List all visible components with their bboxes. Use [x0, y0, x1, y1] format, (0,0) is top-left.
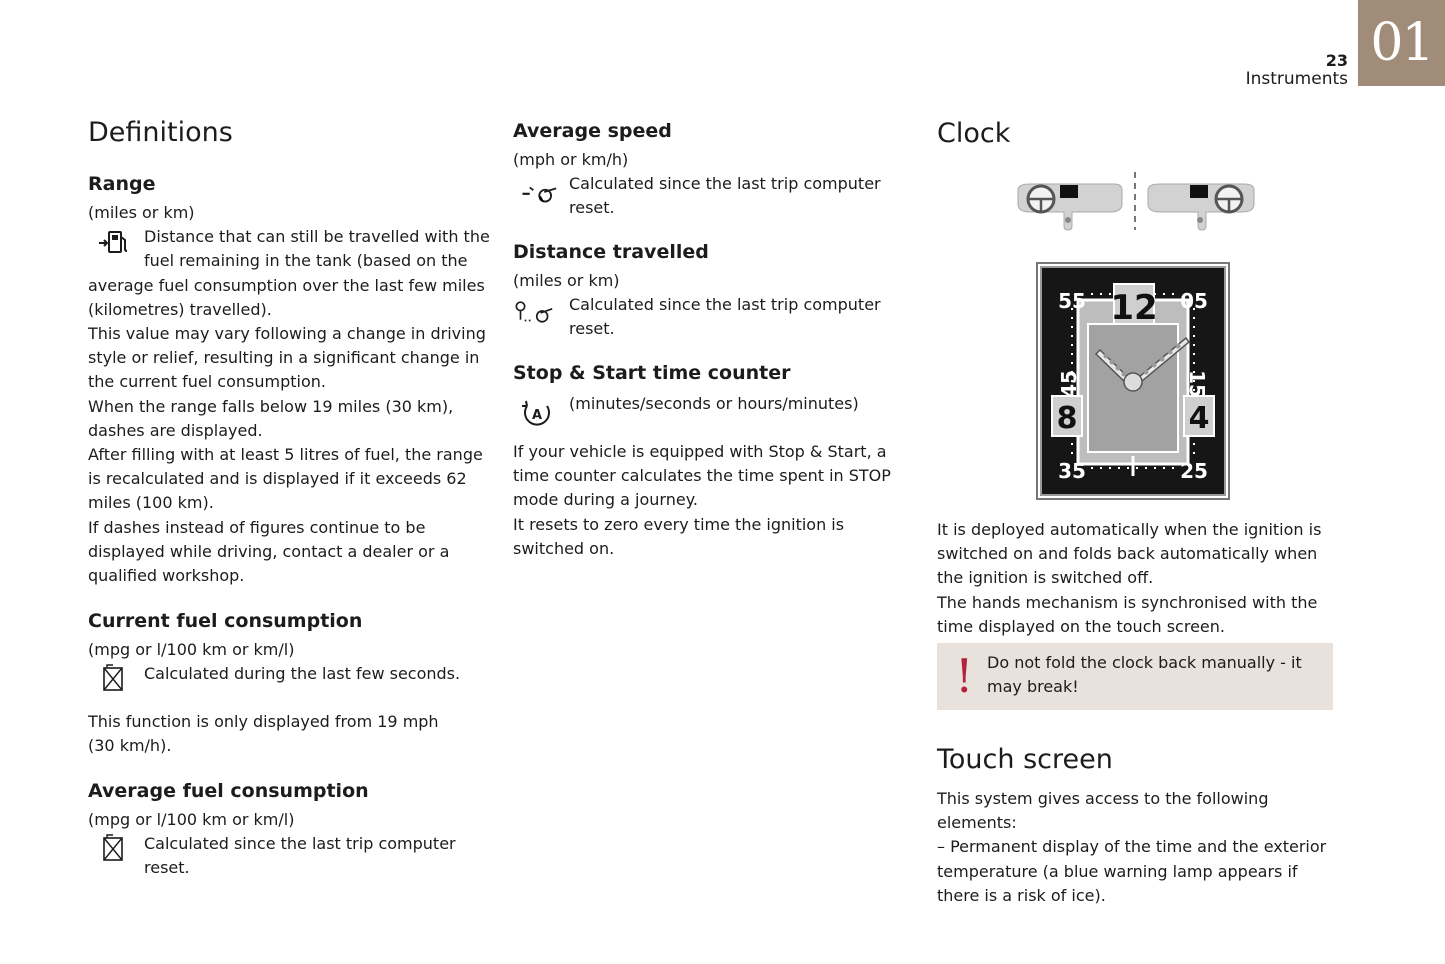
- stopstart-line: mode during a journey.: [513, 490, 698, 510]
- range-line: style or relief, resulting in a significant change in: [88, 348, 480, 368]
- chapter-tab: 01: [1358, 0, 1445, 86]
- touch-line: – Permanent display of the time and the exterior: [937, 837, 1327, 857]
- clock-label-12: 12: [1110, 288, 1158, 328]
- current-note: (30 km/h).: [88, 736, 172, 756]
- fuel-can-icon: [94, 832, 134, 868]
- clock-label-15: 15: [1185, 370, 1209, 398]
- warning-exclamation-icon: !: [955, 649, 974, 703]
- lhd-dashboard: [1018, 184, 1122, 230]
- svg-text:A: A: [531, 408, 543, 423]
- range-line: the current fuel consumption.: [88, 372, 326, 392]
- avg-speed-units: (mph or km/h): [513, 150, 629, 169]
- current-consumption-section: [88, 608, 493, 759]
- average-units: (mpg or l/100 km or km/l): [88, 810, 295, 829]
- touch-screen-description: [937, 787, 1337, 908]
- range-line: If dashes instead of figures continue to be: [88, 517, 426, 537]
- range-line: (kilometres) travelled).: [88, 299, 272, 319]
- fuel-range-icon: [94, 225, 134, 261]
- definitions-title: Definitions: [88, 117, 233, 148]
- warning-text: [987, 651, 1307, 699]
- clock-line: The hands mechanism is synchronised with the: [937, 592, 1318, 612]
- clock-title: Clock: [937, 118, 1011, 149]
- warning-line: Do not fold the clock back manually - it: [987, 653, 1302, 672]
- rhd-dashboard: [1148, 184, 1254, 230]
- distance-travelled-icon: [513, 295, 553, 331]
- warning-box: [937, 643, 1333, 710]
- analog-clock: [1036, 262, 1230, 500]
- range-line: After filling with at least 5 litres of fuel, the range: [88, 445, 483, 465]
- avg-speed-text-b: reset.: [569, 198, 615, 218]
- touch-line: elements:: [937, 813, 1017, 833]
- touch-line: This system gives access to the following: [937, 789, 1269, 808]
- stopstart-icon-text: (minutes/seconds or hours/minutes): [569, 394, 859, 413]
- stop-start-icon: [517, 396, 557, 432]
- range-icon-text-a: Distance that can still be travelled with the: [144, 227, 490, 247]
- range-line: dashes are displayed.: [88, 420, 263, 440]
- stop-start-section: [513, 360, 893, 561]
- distance-text-b: reset.: [569, 319, 615, 339]
- clock-label-8: 8: [1056, 401, 1078, 436]
- range-line: qualified workshop.: [88, 566, 245, 586]
- range-line: average fuel consumption over the last few miles: [88, 275, 485, 295]
- stopstart-line: switched on.: [513, 538, 615, 558]
- clock-label-05: 05: [1180, 289, 1208, 313]
- range-units: (miles or km): [88, 203, 195, 222]
- stopstart-heading: Stop & Start time counter: [513, 362, 791, 384]
- range-heading: Range: [88, 173, 156, 195]
- avg-speed-text-a: Calculated since the last trip computer: [569, 174, 881, 194]
- clock-label-45: 45: [1057, 370, 1081, 398]
- range-icon-text-b: fuel remaining in the tank (based on the: [144, 251, 468, 271]
- clock-line: the ignition is switched off.: [937, 568, 1154, 588]
- range-line: is recalculated and is displayed if it exceeds 62: [88, 469, 467, 489]
- page-number: 23: [1325, 51, 1348, 70]
- stopstart-line: If your vehicle is equipped with Stop & Start, a: [513, 442, 887, 461]
- clock-label-55: 55: [1058, 289, 1086, 313]
- distance-units: (miles or km): [513, 271, 620, 290]
- clock-line: switched on and folds back automatically when: [937, 544, 1318, 564]
- range-section: [88, 171, 493, 588]
- fuel-can-icon: [94, 662, 134, 698]
- section-name: Instruments: [1245, 69, 1348, 89]
- clock-label-35: 35: [1058, 459, 1086, 483]
- clock-line: time displayed on the touch screen.: [937, 616, 1225, 636]
- current-icon-row: [88, 662, 493, 710]
- distance-text-a: Calculated since the last trip computer: [569, 295, 881, 315]
- average-icon-text-a: Calculated since the last trip computer: [144, 834, 456, 854]
- average-speed-icon: [517, 174, 557, 210]
- current-icon-text: Calculated during the last few seconds.: [144, 664, 461, 684]
- touch-line: temperature (a blue warning lamp appears if: [937, 861, 1298, 881]
- stopstart-line: It resets to zero every time the ignition is: [513, 514, 845, 534]
- stopstart-icon-row: [513, 392, 893, 440]
- distance-heading: Distance travelled: [513, 241, 709, 263]
- average-icon-row: [88, 832, 493, 880]
- distance-icon-row: [513, 293, 893, 341]
- average-speed-section: [513, 118, 893, 221]
- touch-line: there is a risk of ice).: [937, 885, 1106, 905]
- stopstart-line: time counter calculates the time spent in STOP: [513, 466, 891, 486]
- clock-label-4: 4: [1188, 401, 1210, 436]
- distance-travelled-section: [513, 239, 893, 342]
- current-units: (mpg or l/100 km or km/l): [88, 640, 295, 659]
- avg-speed-icon-row: [513, 172, 893, 220]
- current-note: This function is only displayed from 19 mph: [88, 712, 439, 732]
- clock-description: [937, 518, 1337, 639]
- avg-speed-heading: Average speed: [513, 120, 672, 142]
- range-line: miles (100 km).: [88, 493, 214, 513]
- current-heading: Current fuel consumption: [88, 610, 363, 632]
- range-line: When the range falls below 19 miles (30 km),: [88, 396, 454, 416]
- dashboard-position-diagram: [1010, 168, 1260, 234]
- warning-line: may break!: [987, 677, 1079, 697]
- clock-label-25: 25: [1180, 459, 1208, 483]
- range-line: This value may vary following a change in driving: [88, 324, 486, 344]
- clock-line: It is deployed automatically when the ignition is: [937, 520, 1322, 539]
- average-icon-text-b: reset.: [144, 858, 190, 878]
- range-line: displayed while driving, contact a dealer or a: [88, 541, 450, 561]
- average-consumption-section: [88, 778, 493, 881]
- touch-screen-title: Touch screen: [937, 744, 1113, 775]
- average-heading: Average fuel consumption: [88, 780, 369, 802]
- range-icon-row: [88, 225, 493, 273]
